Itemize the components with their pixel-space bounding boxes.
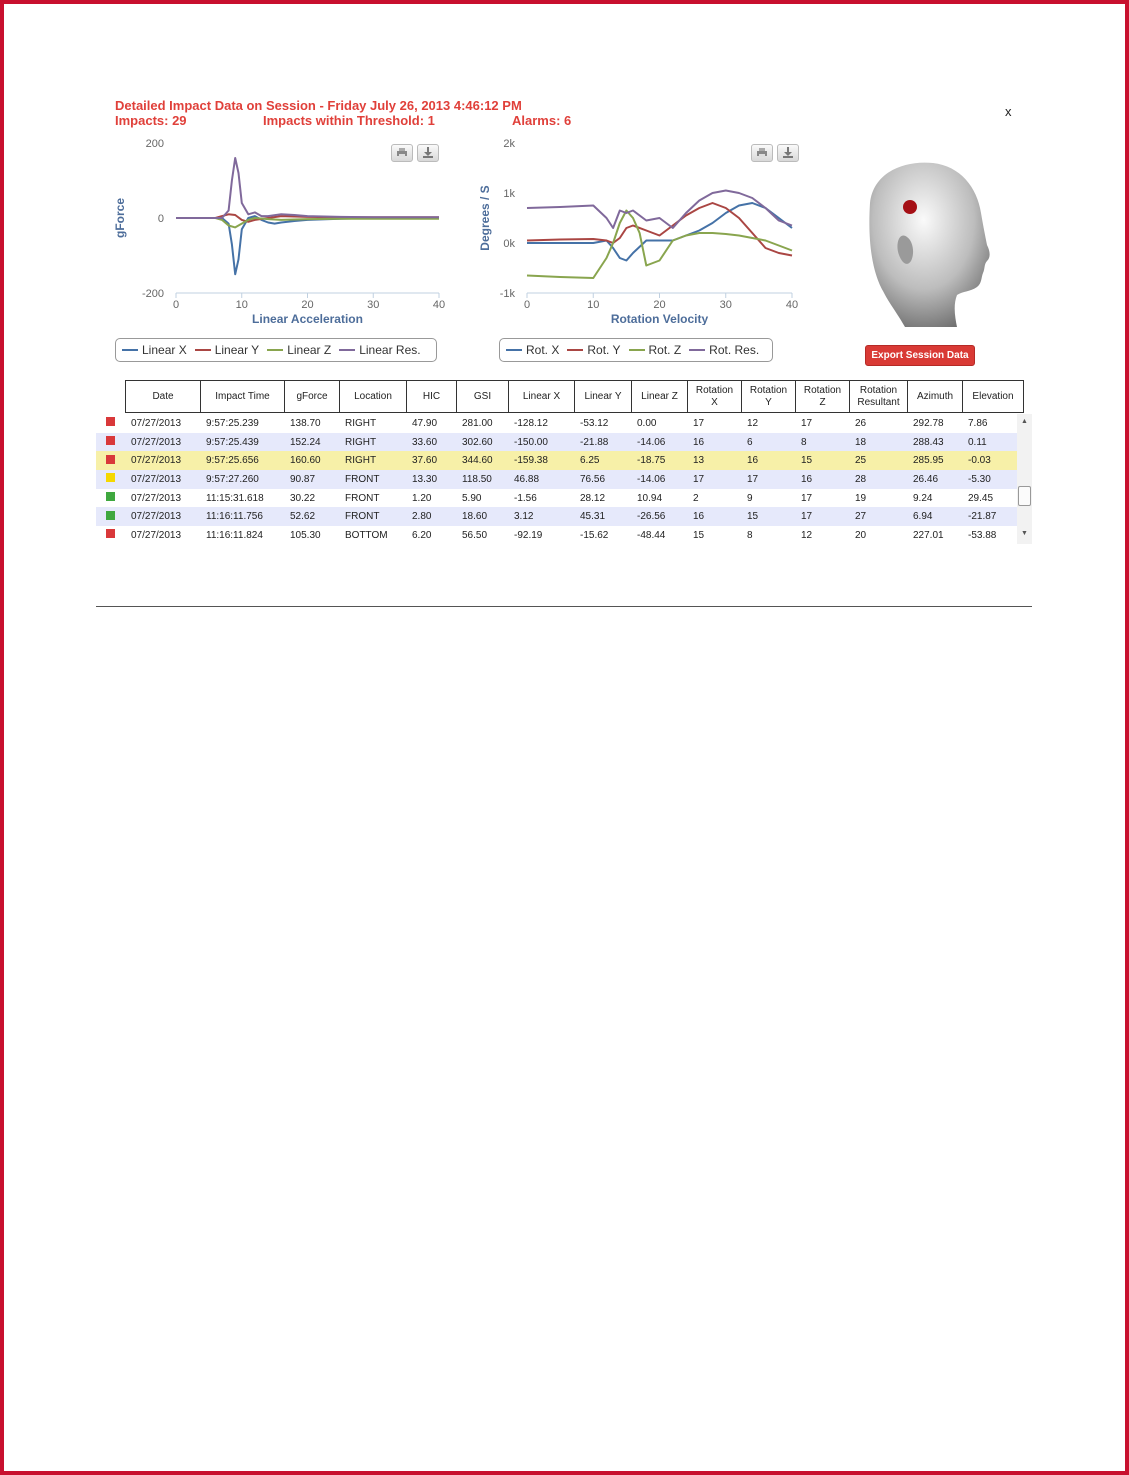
status-cell [96,414,125,433]
table-cell: 5.90 [462,492,482,504]
column-header-label: Z [819,396,826,408]
table-cell: 17 [741,470,795,489]
table-cell: 281.00 [462,417,493,429]
table-cell: 0.00 [637,417,657,429]
table-cell: -14.06 [631,433,687,452]
table-cell: 15 [741,507,795,526]
column-header-label: Azimuth [916,390,954,402]
column-header-label: Rotation [695,384,734,396]
y-tick-label: 200 [145,138,164,150]
table-cell: 6.25 [574,451,631,470]
impact-table-header [125,380,1024,413]
x-tick-label: 40 [785,299,799,311]
column-header[interactable] [407,381,457,413]
table-cell: 11:16:11.756 [200,507,284,526]
column-header-label: Impact Time [215,390,270,402]
legend-swatch [567,349,583,351]
column-header[interactable] [201,381,285,413]
column-header[interactable] [963,381,1024,413]
scroll-up-icon[interactable]: ▲ [1021,418,1028,425]
table-row[interactable] [96,507,1023,526]
table-cell: 07/27/2013 [125,433,200,452]
table-cell: -21.88 [574,433,631,452]
series-line-rot-y [527,203,792,256]
table-cell: 292.78 [913,417,944,429]
status-indicator-icon [106,492,115,501]
table-cell: FRONT [345,492,380,504]
session-header [115,98,715,128]
session-stats [115,113,715,128]
table-cell: 16 [795,470,849,489]
table-cell: -15.62 [580,529,609,541]
series-line-rot-res [527,191,792,229]
table-cell: 288.43 [907,433,962,452]
legend-item[interactable] [267,343,331,357]
table-row[interactable] [96,470,1023,489]
table-cell: -26.56 [631,507,687,526]
column-header-label: Linear Z [641,390,678,402]
table-cell: 227.01 [913,529,944,541]
table-cell: -53.88 [968,529,997,541]
table-cell: FRONT [339,470,406,489]
linear-chart-legend [115,338,437,362]
table-cell: 138.70 [290,417,321,429]
table-cell: 07/27/2013 [125,451,200,470]
x-tick-label: 20 [653,299,666,311]
table-cell: 16 [741,451,795,470]
table-cell: 302.60 [456,433,508,452]
table-cell: 1.20 [412,492,432,504]
column-header-label: Elevation [972,390,1014,402]
table-cell: 344.60 [456,451,508,470]
linear-acceleration-svg [100,135,460,325]
table-cell: 9:57:25.239 [206,417,259,429]
table-cell: 16 [687,507,741,526]
legend-label: Linear Y [214,343,260,357]
legend-swatch [267,349,283,351]
table-cell: 12 [747,417,759,429]
status-indicator-icon [106,529,115,538]
table-cell: 46.88 [508,470,574,489]
table-cell: 19 [855,492,867,504]
chart2-download-button[interactable] [777,144,799,162]
table-cell: 11:15:31.618 [206,492,264,504]
head-impact-icon [845,155,995,330]
status-cell [96,433,125,452]
table-cell: -5.30 [962,470,1023,489]
rotation-velocity-chart [465,135,815,325]
table-cell: 7.86 [968,417,988,429]
legend-item[interactable] [195,343,259,357]
section-divider [96,606,1032,607]
column-header-label: Resultant [857,396,900,408]
scrollbar-thumb[interactable] [1018,486,1031,506]
table-cell: 76.56 [574,470,631,489]
x-tick-label: 40 [432,299,446,311]
table-cell: 25 [849,451,907,470]
table-cell: 3.12 [508,507,574,526]
column-header[interactable] [457,381,509,413]
table-cell: RIGHT [345,417,377,429]
table-row[interactable] [96,451,1023,470]
column-header-label: Rotation [803,384,842,396]
column-header[interactable] [850,381,908,413]
legend-label: Rot. X [526,343,560,357]
close-button[interactable]: x [1005,104,1012,119]
legend-item[interactable] [567,343,620,357]
print-icon [756,147,768,158]
rotation-chart-legend [499,338,773,362]
session-title: Detailed Impact Data on Session - Friday July 26, 2013 4:46:12 PM [115,98,522,113]
series-line-linear-x [176,216,439,274]
legend-swatch [339,349,355,351]
table-cell: 56.50 [462,529,488,541]
table-cell: 8 [795,433,849,452]
table-cell: 07/27/2013 [125,507,200,526]
column-header[interactable] [126,381,201,413]
linear-acceleration-chart [100,135,460,325]
table-scrollbar[interactable] [1017,414,1032,544]
table-cell: 18.60 [456,507,508,526]
table-cell: -150.00 [508,433,574,452]
table-cell: 47.90 [412,417,438,429]
scroll-down-icon[interactable]: ▼ [1021,530,1028,537]
y-tick-label: 1k [503,188,515,200]
legend-label: Linear X [142,343,187,357]
series-line-rot-z [527,211,792,279]
table-cell: 9:57:27.260 [200,470,284,489]
x-tick-label: 0 [523,299,531,311]
legend-label: Rot. Z [648,343,682,357]
table-cell: -0.03 [962,451,1023,470]
download-icon [782,147,794,158]
status-cell [96,507,125,526]
table-cell: 27 [849,507,907,526]
table-row[interactable] [96,433,1023,452]
y-tick-label: 2k [503,138,515,150]
impact-table-body [96,414,1032,544]
series-line-linear-z [176,218,439,227]
column-header-label: gForce [296,390,328,402]
table-cell: -48.44 [637,529,666,541]
legend-swatch [689,349,705,351]
table-cell: 13 [687,451,741,470]
table-cell: BOTTOM [345,529,388,541]
column-header-label: Location [354,390,392,402]
column-header-label: GSI [473,390,492,402]
x-tick-label: 30 [719,299,732,311]
table-cell: 07/27/2013 [131,417,182,429]
column-header-label: X [711,396,718,408]
status-cell [96,489,125,508]
chart2-print-button[interactable] [751,144,773,162]
column-header-label: HIC [422,390,441,402]
legend-item[interactable] [506,343,559,357]
column-header[interactable] [796,381,850,413]
rotation-velocity-svg [465,135,815,325]
table-cell: FRONT [339,507,406,526]
table-cell: -53.12 [580,417,609,429]
table-cell: 30.22 [290,492,316,504]
table-cell: 285.95 [907,451,962,470]
column-header-label: Rotation [749,384,788,396]
table-cell: 118.50 [456,470,508,489]
status-cell [96,526,125,544]
chart1-download-button[interactable] [417,144,439,162]
column-header[interactable] [575,381,632,413]
table-cell: 160.60 [284,451,339,470]
table-cell: -18.75 [631,451,687,470]
table-cell: 52.62 [284,507,339,526]
column-header[interactable] [908,381,963,413]
legend-label: Rot. Res. [709,343,760,357]
table-cell: 0.11 [962,433,1023,452]
table-cell: 6.94 [907,507,962,526]
legend-item[interactable] [689,343,759,357]
column-header[interactable] [509,381,575,413]
table-row[interactable] [96,489,1023,508]
x-axis-title: Linear Acceleration [252,312,363,325]
table-cell: -14.06 [631,470,687,489]
y-tick-label: 0k [503,238,515,250]
table-cell: 37.60 [406,451,456,470]
table-cell: 13.30 [406,470,456,489]
legend-label: Linear Z [287,343,332,357]
status-indicator-icon [106,417,115,426]
table-cell: 10.94 [637,492,663,504]
table-row[interactable] [96,526,1023,544]
x-axis-title: Rotation Velocity [610,312,709,325]
table-row[interactable] [96,414,1023,433]
table-cell: 9.24 [913,492,933,504]
status-indicator-icon [106,455,115,464]
table-cell: 6 [741,433,795,452]
series-line-linear-res [176,158,439,218]
table-cell: 11:16:11.824 [206,529,263,541]
table-cell: RIGHT [339,433,406,452]
column-header-label: Linear Y [584,390,622,402]
x-tick-label: 20 [301,299,314,311]
table-cell: 26 [855,417,867,429]
table-cell: 33.60 [406,433,456,452]
y-tick-label: -1k [499,288,515,300]
alarms-count: Alarms: 6 [512,113,572,128]
legend-item[interactable] [629,343,682,357]
table-cell: 105.30 [290,529,321,541]
table-cell: -1.56 [514,492,537,504]
table-cell: 17 [801,417,813,429]
status-cell [96,470,125,489]
table-cell: -92.19 [514,529,543,541]
table-cell: RIGHT [339,451,406,470]
legend-swatch [195,349,211,351]
table-cell: 20 [855,529,867,541]
legend-swatch [506,349,522,351]
table-cell: 90.87 [284,470,339,489]
legend-label: Linear Res. [359,343,421,357]
legend-swatch [629,349,645,351]
table-cell: 07/27/2013 [125,470,200,489]
table-cell: 12 [801,529,813,541]
x-tick-label: 10 [235,299,248,311]
table-cell: -159.38 [508,451,574,470]
column-header-label: Linear X [522,390,561,402]
status-cell [96,451,125,470]
table-cell: 15 [795,451,849,470]
legend-item[interactable] [339,343,420,357]
column-header[interactable] [340,381,407,413]
print-icon [396,147,408,158]
column-header[interactable] [688,381,742,413]
table-cell: 28 [849,470,907,489]
table-cell: 9:57:25.656 [200,451,284,470]
table-cell: 9 [747,492,753,504]
column-header[interactable] [742,381,796,413]
status-indicator-icon [106,511,115,520]
table-cell: -21.87 [962,507,1023,526]
table-cell: 152.24 [284,433,339,452]
y-axis-title: Degrees / S [478,185,492,251]
table-cell: 07/27/2013 [131,492,182,504]
column-header[interactable] [632,381,688,413]
table-cell: 17 [693,417,705,429]
head-model-image [845,155,995,330]
table-cell: 9:57:25.439 [200,433,284,452]
table-cell: -128.12 [514,417,548,429]
x-tick-label: 30 [367,299,380,311]
y-tick-label: -200 [141,288,164,300]
table-cell: 28.12 [580,492,606,504]
status-indicator-icon [106,473,115,482]
x-tick-label: 0 [172,299,180,311]
table-cell: 29.45 [968,492,994,504]
table-cell: 17 [687,470,741,489]
download-icon [422,147,434,158]
table-cell: 45.31 [574,507,631,526]
y-tick-label: 0 [157,213,164,225]
export-session-data-button[interactable]: Export Session Data [865,345,975,366]
column-header-label: Date [152,390,174,402]
column-header-label: Rotation [859,384,898,396]
table-cell: 26.46 [907,470,962,489]
chart1-print-button[interactable] [391,144,413,162]
table-cell: 6.20 [412,529,432,541]
table-cell: 2 [693,492,699,504]
legend-swatch [122,349,138,351]
status-indicator-icon [106,436,115,445]
x-tick-label: 10 [587,299,600,311]
table-cell: 07/27/2013 [131,529,182,541]
legend-label: Rot. Y [587,343,621,357]
y-axis-title: gForce [113,197,127,239]
table-cell: 15 [693,529,705,541]
impacts-count: Impacts: 29 [115,113,187,128]
legend-item[interactable] [122,343,187,357]
table-cell: 16 [687,433,741,452]
table-cell: 17 [795,507,849,526]
impacts-within-threshold: Impacts within Threshold: 1 [263,113,435,128]
table-cell: 18 [849,433,907,452]
impact-table [96,414,1023,544]
table-cell: 8 [747,529,753,541]
table-cell: 2.80 [406,507,456,526]
column-header[interactable] [285,381,340,413]
table-cell: 17 [801,492,813,504]
column-header-label: Y [765,396,772,408]
